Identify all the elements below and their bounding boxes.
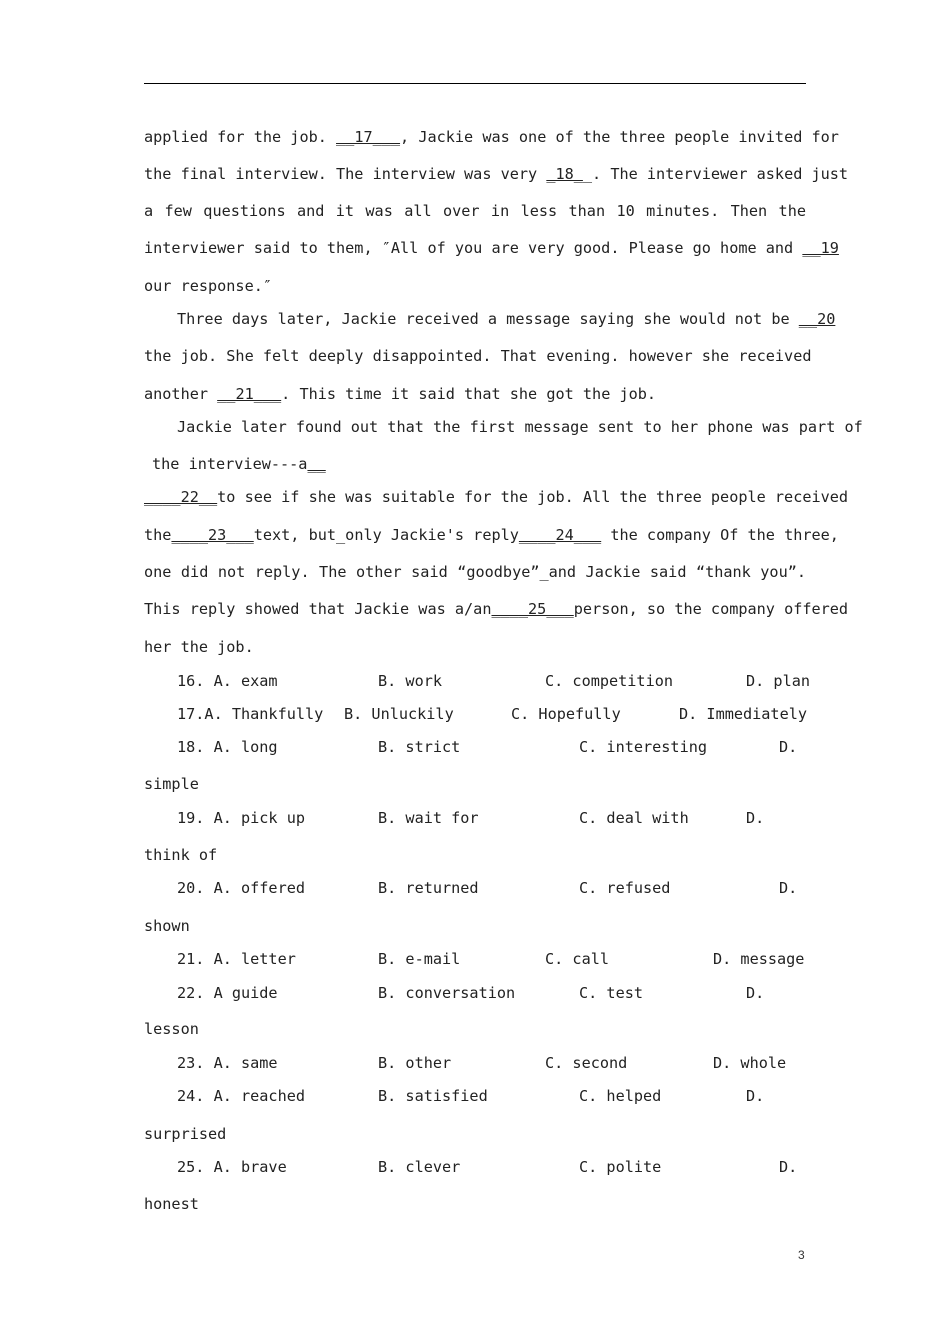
text: Three days later, Jackie received a message saying she would not be bbox=[177, 310, 799, 328]
option-b: B. wait for bbox=[378, 809, 479, 827]
option-c: C. second bbox=[545, 1054, 628, 1072]
passage-line bbox=[144, 127, 839, 147]
option-d: D. message bbox=[713, 950, 805, 968]
passage-line: Jackie later found out that the first message sent to her phone was part of bbox=[177, 418, 863, 436]
blank-22: ____22__ bbox=[144, 488, 218, 506]
blank: __ bbox=[307, 455, 326, 473]
header-rule bbox=[144, 83, 806, 84]
option-d: D. bbox=[746, 1087, 765, 1105]
passage-line: a few questions and it was all over in less than 10 minutes. Then the bbox=[144, 202, 806, 220]
option-b: B. clever bbox=[378, 1158, 461, 1176]
passage-line bbox=[144, 238, 839, 258]
option-d: D. bbox=[779, 1158, 798, 1176]
option-b: B. other bbox=[378, 1054, 452, 1072]
option-d: D. bbox=[746, 984, 765, 1002]
blank-21: __21___ bbox=[217, 385, 282, 403]
option-a: 23. A. same bbox=[177, 1054, 278, 1072]
text: This reply showed that Jackie was a/an bbox=[144, 600, 492, 618]
option-a: 17.A. Thankfully bbox=[177, 705, 324, 723]
option-d: D. bbox=[746, 809, 765, 827]
blank-23: ____23___ bbox=[171, 526, 254, 544]
option-b: B. e-mail bbox=[378, 950, 461, 968]
option-c: C. competition bbox=[545, 672, 674, 690]
option-d: D. Immediately bbox=[679, 705, 808, 723]
option-d: D. plan bbox=[746, 672, 811, 690]
text: another bbox=[144, 385, 218, 403]
option-b: B. conversation bbox=[378, 984, 516, 1002]
option-d: D. whole bbox=[713, 1054, 787, 1072]
option-a: 20. A. offered bbox=[177, 879, 306, 897]
option-c: C. call bbox=[545, 950, 610, 968]
text: , Jackie was one of the three people invited for bbox=[400, 128, 839, 146]
blank-24: ____24___ bbox=[518, 526, 602, 544]
page-number: 3 bbox=[798, 1248, 805, 1262]
blank-20: __20 bbox=[798, 310, 836, 328]
option-a: 16. A. exam bbox=[177, 672, 278, 690]
option-b: B. returned bbox=[378, 879, 479, 897]
blank-19: __19 bbox=[802, 239, 839, 257]
passage-line: her the job. bbox=[144, 638, 254, 656]
passage-line: the job. She felt deeply disappointed. That evening. however she received bbox=[144, 347, 812, 365]
option-d: D. bbox=[779, 738, 798, 756]
option-c: C. refused bbox=[579, 879, 671, 897]
option-c: C. deal with bbox=[579, 809, 689, 827]
passage-line bbox=[144, 384, 806, 404]
text: . This time it said that she got the job. bbox=[281, 385, 657, 403]
option-a: 18. A. long bbox=[177, 738, 278, 756]
option-c: C. test bbox=[579, 984, 644, 1002]
text: text, but_only Jackie's reply bbox=[253, 526, 519, 544]
blank-18: _18_ bbox=[546, 165, 583, 183]
option-c: C. polite bbox=[579, 1158, 662, 1176]
passage-line bbox=[144, 525, 839, 545]
passage-line bbox=[144, 487, 849, 507]
text: the company Of the three, bbox=[601, 526, 839, 544]
passage-line bbox=[152, 454, 814, 474]
text: the bbox=[144, 526, 172, 544]
blank-25: ____25___ bbox=[491, 600, 574, 618]
option-d-text: simple bbox=[144, 775, 199, 793]
passage-line: one did not reply. The other said “goodbye”_and Jackie said “thank you”. bbox=[144, 563, 806, 581]
passage-line bbox=[144, 599, 849, 619]
text: interviewer said to them, ″All of you are very good. Please go home and bbox=[144, 239, 803, 257]
option-a: 21. A. letter bbox=[177, 950, 296, 968]
blank-17: __17___ bbox=[336, 128, 401, 146]
option-a: 19. A. pick up bbox=[177, 809, 306, 827]
option-b: B. strict bbox=[378, 738, 461, 756]
option-c: C. helped bbox=[579, 1087, 662, 1105]
option-d: D. bbox=[779, 879, 798, 897]
option-d-text: shown bbox=[144, 917, 190, 935]
passage-line bbox=[177, 309, 836, 329]
option-c: C. interesting bbox=[579, 738, 708, 756]
option-d-text: surprised bbox=[144, 1125, 227, 1143]
option-b: B. work bbox=[378, 672, 443, 690]
option-a: 22. A guide bbox=[177, 984, 278, 1002]
text: the final interview. The interview was very bbox=[144, 165, 547, 183]
option-d-text: honest bbox=[144, 1195, 199, 1213]
option-a: 24. A. reached bbox=[177, 1087, 306, 1105]
option-c: C. Hopefully bbox=[511, 705, 621, 723]
option-b: B. satisfied bbox=[378, 1087, 488, 1105]
text: applied for the job. bbox=[144, 128, 337, 146]
text: person, so the company offered bbox=[573, 600, 849, 618]
passage-line: our response.″ bbox=[144, 277, 273, 295]
option-b: B. Unluckily bbox=[344, 705, 454, 723]
option-d-text: think of bbox=[144, 846, 218, 864]
text: the interview---a bbox=[152, 455, 308, 473]
passage-line bbox=[144, 164, 849, 184]
text: to see if she was suitable for the job. All the three people received bbox=[217, 488, 849, 506]
option-d-text: lesson bbox=[144, 1020, 199, 1038]
option-a: 25. A. brave bbox=[177, 1158, 287, 1176]
text: _. The interviewer asked just bbox=[582, 165, 849, 183]
